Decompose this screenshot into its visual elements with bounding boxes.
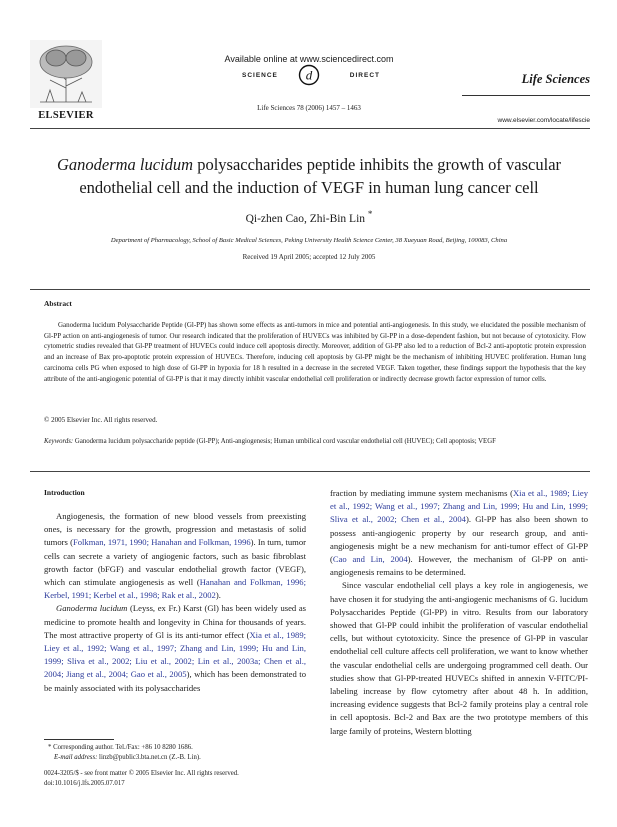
footnote <box>48 743 308 763</box>
intro-p2-text-b: ), which has been demonstrated to be mainly associated with its polysaccharides <box>44 669 306 693</box>
svg-text:d: d <box>305 67 313 83</box>
intro-p1-reference-1[interactable]: Folkman, 1971, 1990; Hanahan and Folkman, 1996 <box>72 537 251 548</box>
intro-paragraph-2-cont <box>330 487 588 579</box>
author-names: Qi-zhen Cao, Zhi-Bin Lin <box>245 212 366 225</box>
intro-p2c-text-c: ). However, the mechanism of Gl-PP on anti-angiogenesis remains to be determined. <box>330 554 589 578</box>
right-column <box>330 487 588 738</box>
keywords-label: Keywords: <box>44 438 74 445</box>
sciencedirect-d-icon <box>298 64 320 86</box>
abstract-bottom-divider <box>30 471 590 472</box>
elsevier-logo <box>30 40 102 126</box>
intro-p1-text-c: ). <box>215 590 221 601</box>
issn-line: 0024-3205/$ - see front matter © 2005 Elsevier Inc. All rights reserved. <box>44 770 239 777</box>
title-line1-rest: polysaccharides peptide inhibits the growth of vascular <box>193 155 562 174</box>
intro-p1-text-b: ). In turn, tumor cells can secrete a variety of angiogenic factors, such as basic fibroblast growth factor (bFGF) and vascular endothelial growth factor (VEGF), which can stimulate angiogenesis as well ( <box>44 537 306 588</box>
article-authors <box>40 209 578 225</box>
journal-divider <box>462 95 590 96</box>
abstract-top-divider <box>30 289 590 290</box>
received-dates: Received 19 April 2005; accepted 12 July 2005 <box>242 253 376 261</box>
intro-p1-text-a: Angiogenesis, the formation of new blood vessels from preexisting ones, is necessary for the growth, progression and metastasis of solid tumors ( <box>44 511 306 548</box>
footnote-divider <box>44 739 114 740</box>
author-affiliation: Department of Pharmacology, School of Basic Medical Sciences, Peking University Health Science Center, 38 Xueyuan Road, Beijing, 100083, China <box>110 237 508 244</box>
keywords <box>44 437 586 447</box>
email-label: E-mail address: <box>54 754 98 761</box>
email-note <box>48 753 308 763</box>
keywords-list: Ganoderma lucidum polysaccharide peptide (Gl-PP); Anti-angiogenesis; Human umbilical cord vascular endothelial cell (HUVEC); Cell apoptosis; VEGF <box>74 438 496 445</box>
elsevier-tree-icon <box>30 40 102 108</box>
intro-p2c-text-b: ). Gl-PP has also been shown to possess anti-angiogenic property by our research group, and anti-angiogenesis might be a new mechanism for anti-tumor effect of Gl-PP ( <box>330 514 588 565</box>
abstract-body: Ganoderma lucidum Polysaccharide Peptide (Gl-PP) has shown some effects as anti-tumors in mice and potential anti-angiogenesis. In this study, we elucidated the possible mechanism of Gl-PP action on anti-angiogenesis of tumor. Our research indicated that the proliferation of HUVECs was inhibited by Gl-PP in a dose-dependent fashion, but not because of cytotoxicity. Flow cytometric studies revealed that Gl-PP treatment of HUVECs could induce cell apoptosis directly. Moreover, addition of Gl-PP also led to a reduction of Bcl-2 anti-apoptotic protein expression and an increase of Bax pro-apoptotic protein expression of HUVECs. Therefore, inducing cell apoptosis by Gl-PP might be the mechanism of inhibiting HUVEC proliferation. Human lung carcinoma cells PG when exposed to high dose of Gl-PP in hypoxia for 18 h resulted in a decrease in the secreted VEGF. Taken together, these findings support the hypothesis that the key attribute of the anti-angiogenic potential of Gl-PP is that it may directly inhibit vascular endothelial cell proliferation or indirectly decrease growth factor expression of tumor cells. <box>44 321 586 383</box>
intro-p2c-reference-2[interactable]: Cao and Lin, 2004 <box>332 554 408 565</box>
doi-line[interactable]: doi:10.1016/j.lfs.2005.07.017 <box>44 780 125 787</box>
publisher-name: ELSEVIER <box>38 110 94 121</box>
journal-citation: Life Sciences 78 (2006) 1457 – 1463 <box>257 104 361 112</box>
intro-p2-species: Ganoderma lucidum <box>56 603 128 614</box>
intro-paragraph-1 <box>44 510 306 602</box>
journal-url[interactable]: www.elsevier.com/locate/lifescie <box>497 117 590 124</box>
journal-name: Life Sciences <box>521 72 590 86</box>
intro-p2c-references[interactable]: Xia et al., 1989; Liey et al., 1992; Wang et al., 1997; Zhang and Lin, 1999; Hu and Lin, 1999; Sliva et al., 2002; Chen et al., 2004 <box>330 488 589 525</box>
article-title <box>40 153 578 199</box>
sciencedirect-right-text: DIRECT <box>349 72 380 79</box>
title-species: Ganoderma lucidum <box>56 155 194 174</box>
header-divider <box>30 128 590 129</box>
title-line2: endothelial cell and the induction of VEGF in human lung cancer cell <box>79 178 539 197</box>
corresponding-author-mark[interactable]: * <box>367 209 373 219</box>
left-column <box>44 510 306 695</box>
abstract-heading: Abstract <box>44 299 72 308</box>
email-address[interactable]: linzb@public3.bta.net.cn (Z.-B. Lin). <box>97 754 201 761</box>
intro-p2c-text-a: fraction by mediating immune system mechanisms ( <box>330 488 513 498</box>
intro-p1-reference-2[interactable]: Hanahan and Folkman, 1996; Kerbel, 1991; Kerbel et al., 1998; Rak et al., 2002 <box>44 577 306 601</box>
front-matter <box>44 769 324 789</box>
intro-paragraph-2 <box>44 602 306 694</box>
sciencedirect-logo <box>240 64 380 88</box>
corresponding-author-note: * Corresponding author. Tel./Fax: +86 10 8280 1686. <box>48 744 193 751</box>
abstract-copyright: © 2005 Elsevier Inc. All rights reserved. <box>44 416 158 424</box>
available-online-text: Available online at www.sciencedirect.com <box>224 54 394 64</box>
intro-p2-text-a: (Leyss, ex Fr.) Karst (Gl) has been widely used as medicine to promote health and longevity in China for thousands of years. The most attractive property of Gl is its anti-tumor effect ( <box>44 603 307 640</box>
intro-paragraph-3: Since vascular endothelial cell plays a key role in angiogenesis, we have chosen it for studying the anti-angiogenic mechanisms of G. lucidum Polysaccharides Peptide (Gl-PP) in vitro. Results from our laboratory showed that Gl-PP could inhibit the proliferation of vascular endothelial cells, but without cytotoxicity. Since the presence of Gl-PP in vascular endothelial cell culture affects cell proliferation, we want to know whether the vascular endothelial cells are undergoing programmed cell death. Our studies show that Gl-PP-treated HUVECs shifted in annexin V-FITC/PI-labeling increase by flow cytometry after about 48 h. In addition, increasing evidence suggests that Bcl-2 family proteins play a central role in cell apoptosis. Bcl-2 and Bax are the two prototype members of this large family of proteins, Western blotting <box>330 580 588 736</box>
sciencedirect-left-text: SCIENCE <box>242 72 278 79</box>
intro-p2-references[interactable]: Xia et al., 1989; Liey et al., 1992; Wang et al., 1997; Zhang and Lin, 1999; Hu and Lin, 1999; Sliva et al., 2002; Liu et al., 2002; Lin et al., 2003a; Chen et al., 2004; Jiang et al., 2004; Gao et al., 2005 <box>44 629 307 680</box>
introduction-heading: Introduction <box>44 488 85 497</box>
